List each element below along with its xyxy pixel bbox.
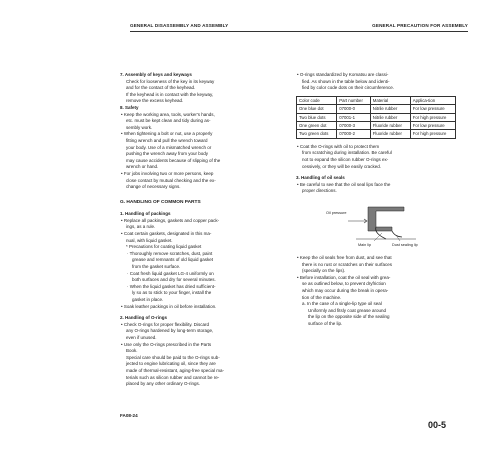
section-7-line: remove the excess keyhead. — [126, 98, 184, 104]
o-ring-class-line: • O-rings standardized by Komatsu are classi- — [297, 72, 389, 77]
section-7-line: If the keyhead is in contact with the keyway, — [126, 91, 214, 97]
table-cell: For high pressure — [410, 130, 455, 138]
o-rings-line: Book. — [126, 348, 138, 354]
oil-pressure-label: Oil pressure — [326, 210, 347, 215]
packings-line: ings, as a rule. — [126, 224, 156, 230]
page-header — [130, 17, 468, 32]
table-header-cell: Part number — [337, 96, 371, 104]
packings-line: gasket in place. — [132, 297, 164, 302]
packings-line: · When the liquid gasket has dried sufficient- — [127, 283, 216, 289]
right-column — [296, 72, 460, 328]
table-row — [297, 105, 456, 113]
oil-seals-line: Uniformly and fitsly coat grease around — [308, 307, 387, 313]
safety-line: • Keep the working area, tools, worker's hands, — [121, 111, 215, 117]
packings-title: 1. Handling of packings — [120, 211, 171, 217]
table-cell: Fluoride rubber — [370, 130, 410, 138]
table-row — [297, 113, 456, 121]
o-rings-line: jected to engine lubricating oil, since they are — [126, 361, 216, 367]
packings-line: * Precautions for coating liquid gasket — [126, 244, 202, 250]
oil-seals-line: se as outlined below, to prevent dryfriction — [302, 281, 386, 287]
oil-seals-line: which may occur during the break in opera- — [302, 287, 389, 293]
o-rings-title: 2. Handling of O-rings — [120, 315, 167, 321]
o-ring-table — [296, 96, 456, 139]
oil-seals-title: 3. Handling of oil seals — [296, 175, 345, 181]
oil-seals-line: tion of the machine. — [302, 294, 342, 300]
packings-line: both surfaces and dry for several minutes. — [132, 277, 216, 283]
o-rings-line: • Check O-rings for proper flexibility. Discard — [121, 321, 210, 327]
table-row — [297, 130, 456, 138]
table-cell: Two green dots — [297, 130, 337, 138]
table-cell: 07000-3 — [337, 122, 371, 130]
safety-line: your body. Use of a mismatched wrench or — [126, 144, 212, 150]
table-cell: One green dot — [297, 122, 337, 130]
o-rings-line: Special care should be paid to the O-rings sub- — [126, 354, 220, 360]
table-header-row — [297, 96, 456, 104]
section-7-title: 7. Assembly of keys and keyways — [120, 72, 192, 77]
coat-line: • Coat the O-rings with oil to protect them — [297, 143, 380, 149]
o-rings-line: even if unused. — [126, 334, 157, 340]
table-cell: 07000-2 — [337, 130, 371, 138]
table-header-cell: Applica-tion — [410, 96, 455, 104]
packings-line: ly so as to stick to your finger, install the — [132, 290, 212, 296]
table-cell: 07001-1 — [337, 113, 371, 121]
safety-line: • When tightening a bolt or nut, use a properly — [121, 131, 213, 137]
safety-line: sembly work. — [126, 124, 153, 130]
oil-seals-line: proper directions. — [302, 188, 337, 194]
section-g-title: G. HANDLING OF COMMON PARTS — [120, 199, 201, 205]
o-rings-line: placed by any other ordinary O-rings. — [126, 381, 201, 387]
packings-line: • Soak leather packings in oil before installation. — [121, 303, 217, 309]
oil-seals-line: the lip on the opposite side of the sealing — [308, 314, 390, 320]
header-right-title: GENERAL PRECAUTION FOR ASSEMBLY — [372, 23, 468, 28]
table-cell: For low pressure — [410, 105, 455, 113]
packings-line: · Coat fresh liquid gasket LG-4 uniformly on — [127, 270, 214, 276]
oil-seals-line: (specially on the lips). — [302, 268, 346, 274]
coat-line: cessively, or they will be easily cracked. — [302, 163, 381, 169]
table-cell: Nitrile rubber — [370, 113, 410, 121]
o-rings-line: • Use only the O-rings prescribed in the Parts — [121, 341, 212, 347]
packings-line: • Replace all packings, gaskets and copper pack- — [121, 217, 220, 223]
left-column — [120, 72, 280, 388]
o-rings-line: made of thermal-resistant, aging-free special ma- — [126, 367, 225, 373]
section-7-line: Check for looseness of the key in its keyway — [126, 78, 215, 84]
table-cell: One blue dot — [297, 105, 337, 113]
table-cell: Two blue dots — [297, 113, 337, 121]
main-lip-label: Main lip — [358, 242, 372, 247]
o-rings-line: terials such as silicon rubber and cannot be re- — [126, 374, 220, 380]
table-header-cell: Material — [370, 96, 410, 104]
packings-line: nual, with liquid gasket. — [126, 237, 173, 243]
packings-line: • Coat certain gaskets, designated in this ma- — [121, 231, 212, 237]
packings-line: grease and remnants of old liquid gasket — [132, 257, 214, 263]
table-header-cell: Color code — [297, 96, 337, 104]
table-row — [297, 122, 456, 130]
footer-code: FA08-24 — [120, 413, 138, 418]
safety-line: wrench or hand. — [126, 164, 159, 170]
table-cell: For low pressure — [410, 122, 455, 130]
safety-line: change of necessary signs. — [126, 184, 181, 190]
coat-line: not to expand the silicon rubber O-rings ex- — [302, 157, 389, 162]
safety-line: • For jobs involving two or more persons, keep — [121, 170, 214, 176]
o-ring-class-line: fied by color code dots on their circumference. — [302, 85, 395, 91]
oil-seals-line: • Before installation, coat the oil seal with grea- — [297, 274, 391, 280]
packings-line: · Thoroughly remove scratches, dust, paint — [127, 250, 213, 256]
safety-line: fitting wrench and pull the wrench toward — [126, 137, 208, 143]
oil-seals-line: • Be careful to see that the oil seal lips face the — [297, 181, 391, 187]
section-8-title: 8. Safety — [120, 104, 139, 110]
packings-line: from the gasket surface. — [132, 264, 181, 270]
page-number: 00-5 — [428, 420, 447, 430]
safety-line: pushing the wrench away from your body — [126, 151, 209, 157]
o-ring-class-line: fied. As shown in the table below and identi- — [302, 78, 390, 84]
coat-line: from scratching during installation. Be careful — [302, 150, 392, 156]
oil-seal-diagram — [296, 197, 456, 251]
table-cell: 07000-0 — [337, 105, 371, 113]
dust-lip-label: Dust sealing lip — [392, 242, 418, 247]
oil-seals-line: there is no rust or scratches on their surfaces — [302, 261, 393, 267]
safety-line: close contact by mutual checking and the ex- — [126, 177, 216, 183]
table-cell: For high pressure — [410, 113, 455, 121]
o-rings-line: any O-rings hardened by long-term storage, — [126, 328, 214, 334]
table-cell: Fluoride rubber — [370, 122, 410, 130]
oil-seals-line: surface of the lip. — [308, 320, 343, 326]
safety-line: may cause accidents because of slipping of the — [126, 157, 221, 163]
oil-seals-line: a. In the case of a single-lip type oil seal — [302, 301, 382, 307]
header-left-title: GENERAL DISASSEMBLY AND ASSEMBLY — [130, 23, 229, 28]
table-cell: Nitrile rubber — [370, 105, 410, 113]
section-7-line: and for the contact of the keyhead. — [126, 85, 196, 91]
oil-seal-drawing — [296, 197, 456, 251]
safety-line: etc. must be kept clean and tidy during as- — [126, 118, 211, 124]
oil-seals-line: • Keep the oil seals free from dust, and see that — [297, 254, 392, 260]
